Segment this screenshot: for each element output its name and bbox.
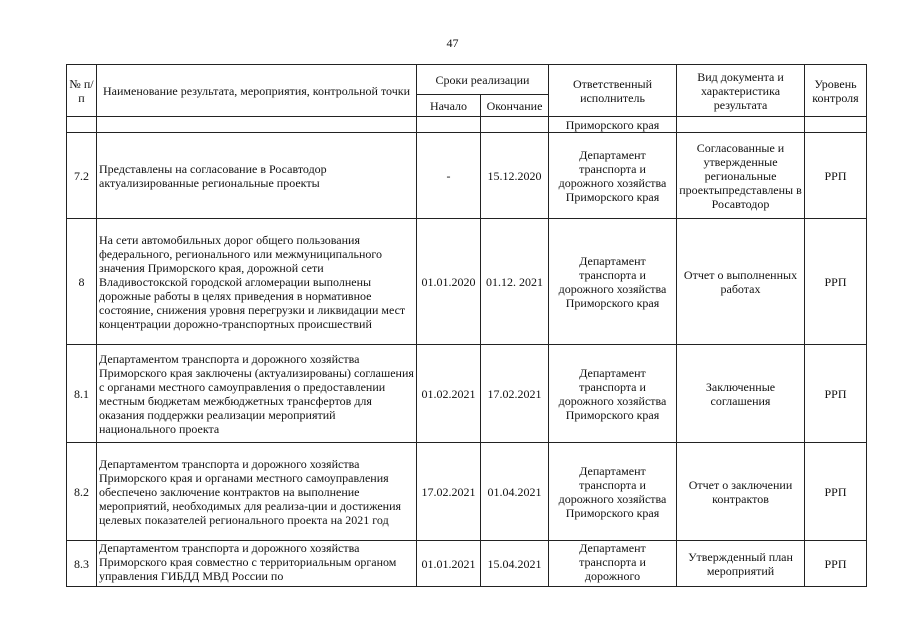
cell-num: 8 (67, 219, 97, 345)
cell-start: 01.01.2021 (417, 541, 481, 587)
cell-doc: Заключенные соглашения (677, 345, 805, 443)
table-row (67, 541, 867, 587)
cell-end: 15.04.2021 (481, 541, 549, 587)
table-row (67, 345, 867, 443)
cell-end: 17.02.2021 (481, 345, 549, 443)
cell-doc: Отчет о выполненных работах (677, 219, 805, 345)
header-num: № п/п (67, 65, 97, 117)
header-start: Начало (417, 95, 481, 117)
cell-level: РРП (805, 443, 867, 541)
cell-name: Департаментом транспорта и дорожного хозяйства Приморского края заключены (актуализированы) соглашения с органами местного самоуправления о предоставлении местным бюджетам межбюджетных трансфертов для оказания поддержки реализации мероприятий национального проекта (97, 345, 417, 443)
cell-start: 01.02.2021 (417, 345, 481, 443)
header-end: Окончание (481, 95, 549, 117)
cell-responsible: Приморского края (549, 117, 677, 133)
cell-level: РРП (805, 133, 867, 219)
cell-doc: Утвержденный план мероприятий (677, 541, 805, 587)
cell-responsible: Департамент транспорта и дорожного хозяйства Приморского края (549, 443, 677, 541)
table-row (67, 443, 867, 541)
cell-level: РРП (805, 219, 867, 345)
cell-end: 01.12. 2021 (481, 219, 549, 345)
table-row-continuation (67, 117, 867, 133)
cell-start: - (417, 133, 481, 219)
cell-level: РРП (805, 541, 867, 587)
cell-name: Департаментом транспорта и дорожного хозяйства Приморского края совместно с территориальным органом управления ГИБДД МВД России по (97, 541, 417, 587)
page-number: 47 (446, 36, 459, 50)
header-doc: Вид документа и характеристика результата (677, 65, 805, 117)
cell-start: 01.01.2020 (417, 219, 481, 345)
cell-num: 8.2 (67, 443, 97, 541)
cell-doc: Согласованные и утвержденные региональные проектыпредставлены в Росавтодор (677, 133, 805, 219)
table-row (67, 133, 867, 219)
cell-responsible: Департамент транспорта и дорожного хозяйства Приморского края (549, 219, 677, 345)
cell-num: 8.3 (67, 541, 97, 587)
plan-table (66, 64, 867, 587)
cell-end: 01.04.2021 (481, 443, 549, 541)
cell-num: 8.1 (67, 345, 97, 443)
cell-start: 17.02.2021 (417, 443, 481, 541)
cell-responsible: Департамент транспорта и дорожного хозяйства Приморского края (549, 345, 677, 443)
header-level: Уровень контроля (805, 65, 867, 117)
cell-num: 7.2 (67, 133, 97, 219)
cell-name: Представлены на согласование в Росавтодор актуализированные региональные проекты (97, 133, 417, 219)
cell-responsible: Департамент транспорта и дорожного (549, 541, 677, 587)
header-dates: Сроки реализации (417, 65, 549, 95)
cell-doc: Отчет о заключении контрактов (677, 443, 805, 541)
cell-level: РРП (805, 345, 867, 443)
table-row (67, 219, 867, 345)
cell-name: На сети автомобильных дорог общего пользования федерального, регионального или межмуниципального значения Приморского края, дорожной сети Владивостокской городской агломерации выполнены дорожные работы в целях приведения в нормативное состояние, снижения уровня перегрузки и ликвидации мест концентрации дорожно-транспортных происшествий (97, 219, 417, 345)
cell-end: 15.12.2020 (481, 133, 549, 219)
header-responsible: Ответственный исполнитель (549, 65, 677, 117)
header-name: Наименование результата, мероприятия, контрольной точки (97, 65, 417, 117)
cell-responsible: Департамент транспорта и дорожного хозяйства Приморского края (549, 133, 677, 219)
cell-name: Департаментом транспорта и дорожного хозяйства Приморского края и органами местного самоуправления обеспечено заключение контрактов на выполнение мероприятий, необходимых для реализа-ции и достижения целевых показателей регионального проекта на 2021 год (97, 443, 417, 541)
